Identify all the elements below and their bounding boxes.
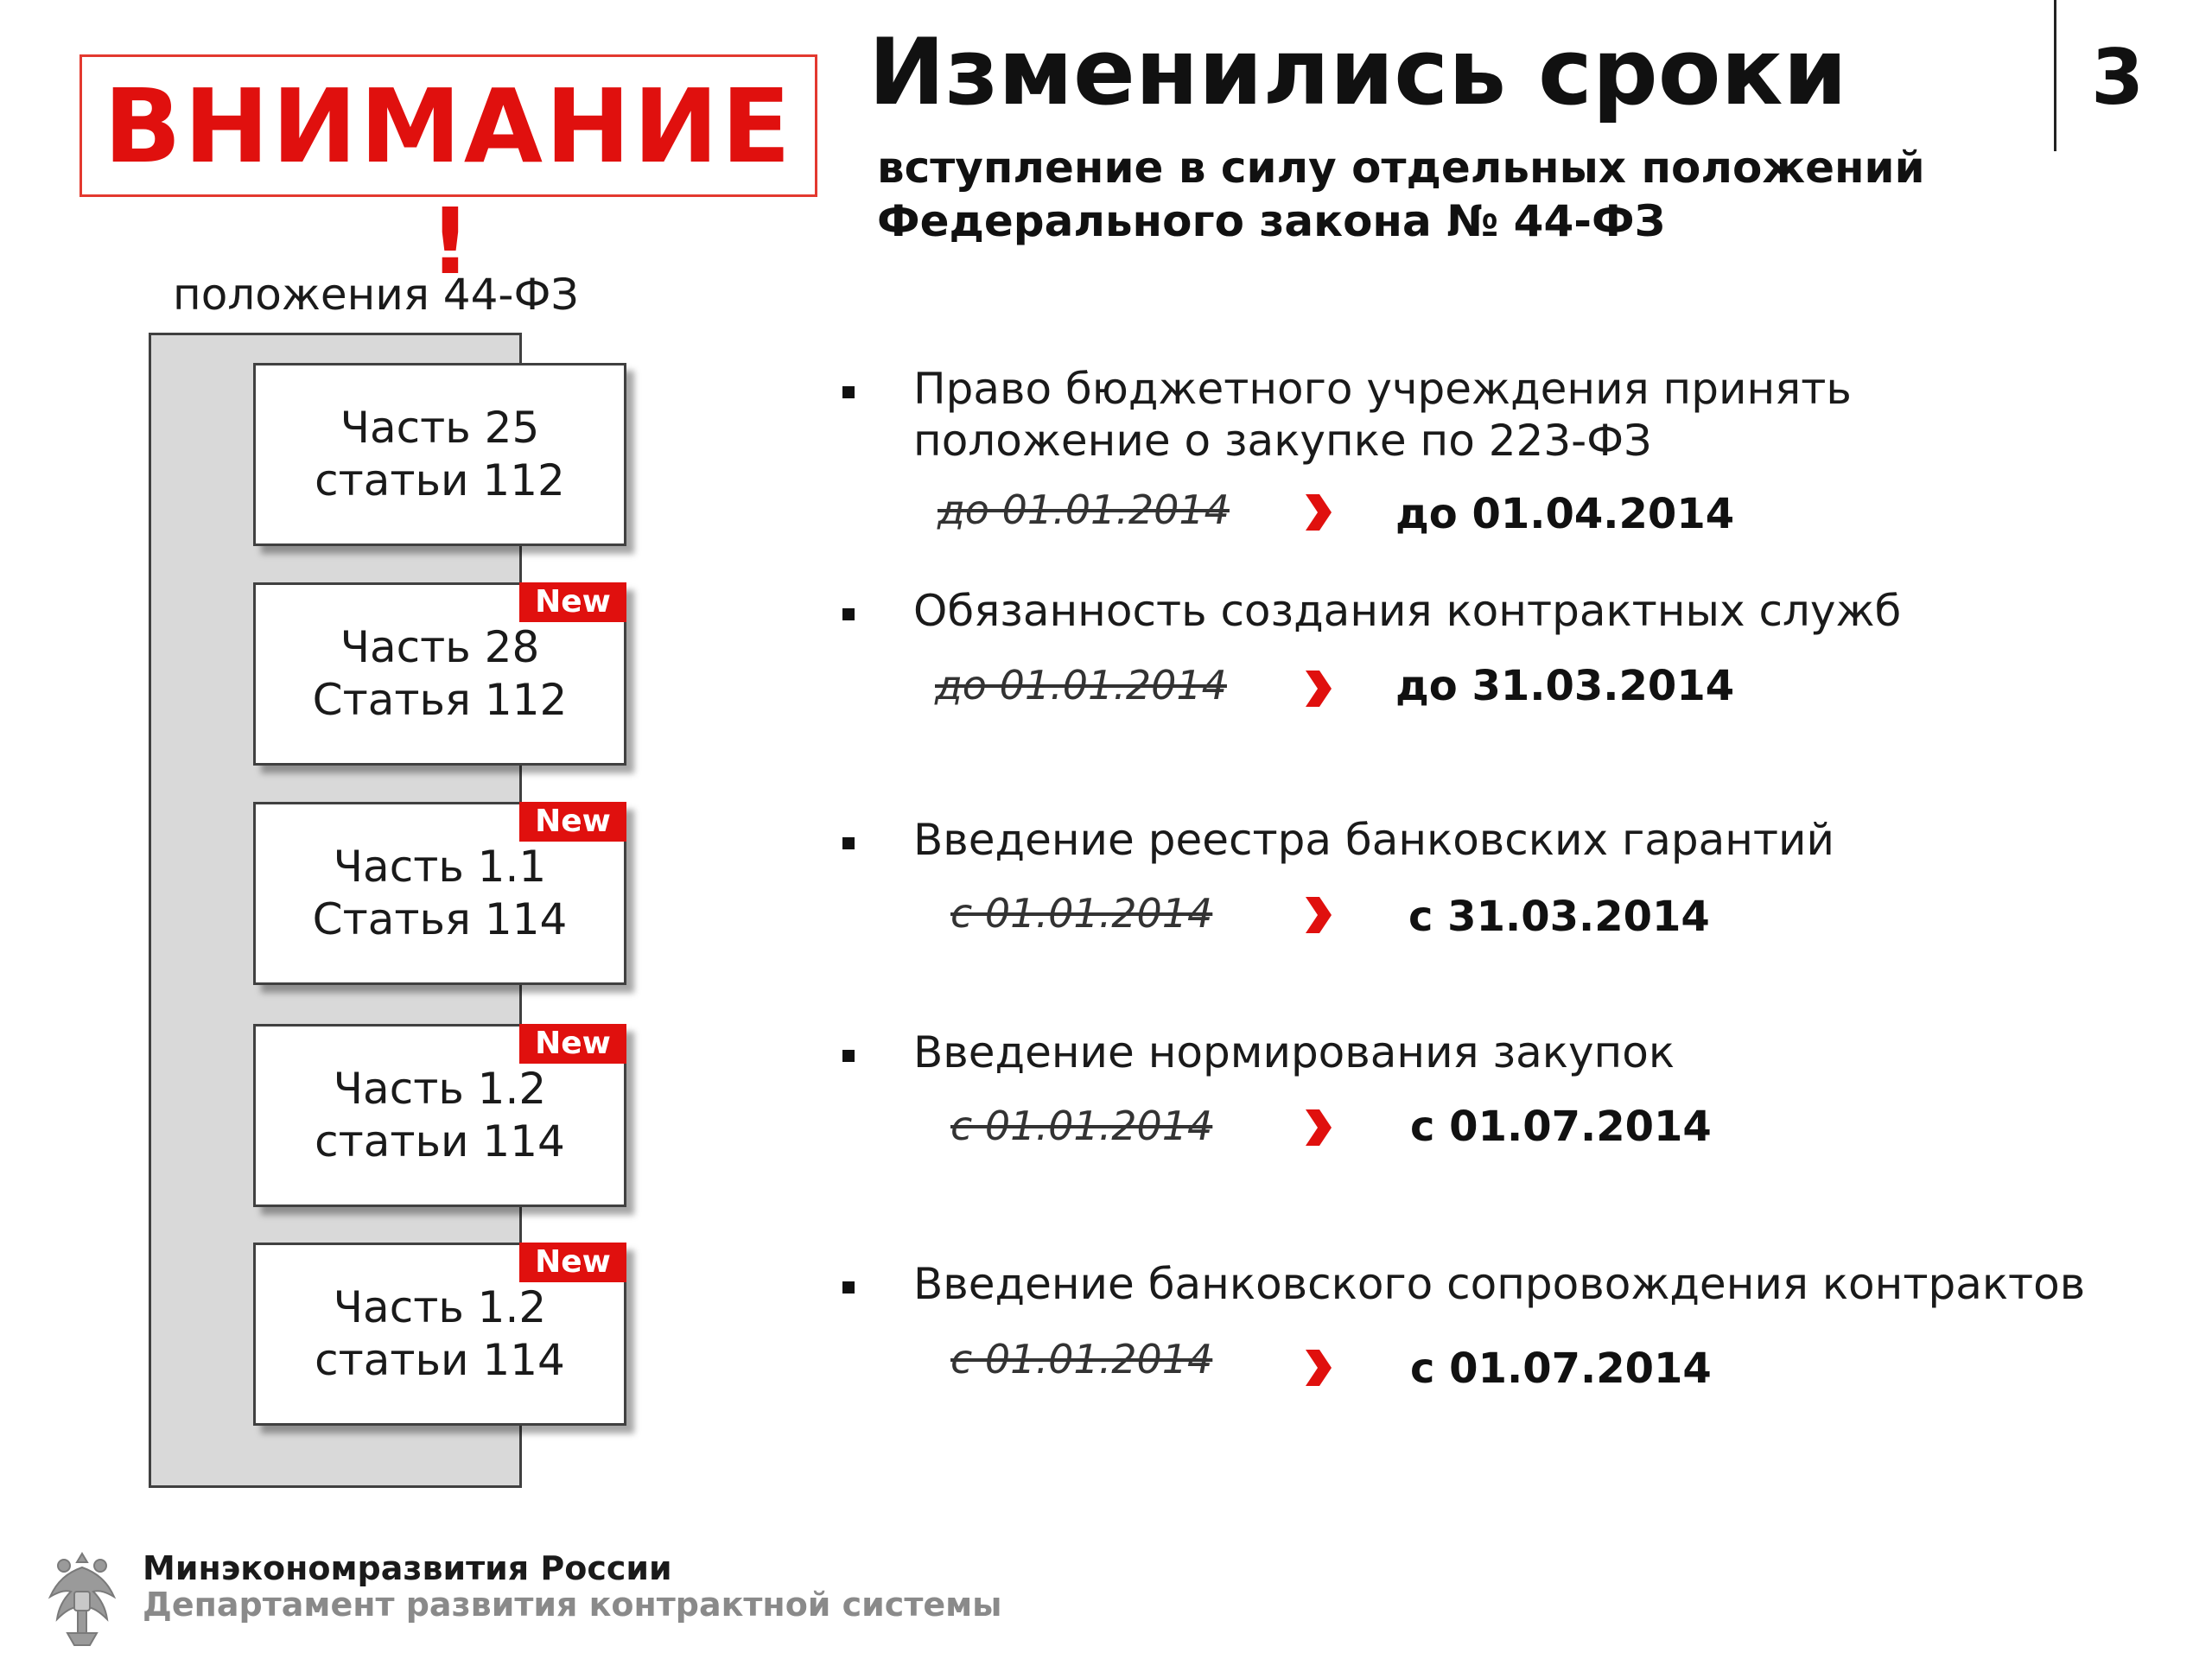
card-line: Часть 1.1 xyxy=(333,842,547,892)
new-date: с 01.07.2014 xyxy=(1410,1103,1712,1151)
org-name: Минэкономразвития России xyxy=(143,1549,672,1587)
chevron-right-icon xyxy=(1300,669,1335,709)
page-title: Изменились сроки xyxy=(868,19,1847,125)
card-line: Статья 114 xyxy=(312,894,568,944)
bullet-icon xyxy=(842,1281,855,1294)
new-date: до 31.03.2014 xyxy=(1395,662,1735,710)
subtitle-line: Федерального закона № 44-ФЗ xyxy=(877,196,1666,246)
card-line: Часть 1.2 xyxy=(333,1064,547,1114)
old-date: с 01.01.2014 xyxy=(950,1103,1213,1149)
card-line: Часть 1.2 xyxy=(333,1282,547,1332)
warning-label: ВНИМАНИЕ xyxy=(103,66,794,186)
item-text: Право бюджетного учреждения принять xyxy=(913,364,1852,414)
bullet-icon xyxy=(842,608,855,620)
title-divider xyxy=(2054,0,2056,151)
card-line: Часть 25 xyxy=(340,403,540,453)
group-label: положения 44-ФЗ xyxy=(173,270,579,320)
chevron-right-icon xyxy=(1300,493,1335,532)
provision-card xyxy=(253,1243,626,1426)
warning-box xyxy=(79,54,817,197)
new-date: с 01.07.2014 xyxy=(1410,1344,1712,1393)
org-department: Департамент развития контрактной системы xyxy=(143,1586,1002,1624)
new-date: до 01.04.2014 xyxy=(1395,490,1735,538)
chevron-right-icon xyxy=(1300,1348,1335,1388)
new-badge: New xyxy=(519,1243,626,1282)
old-date: с 01.01.2014 xyxy=(950,890,1213,937)
provision-card xyxy=(253,1024,626,1207)
page-subtitle xyxy=(877,141,1925,248)
card-line: статьи 114 xyxy=(315,1335,565,1385)
item-text: Введение нормирования закупок xyxy=(913,1027,1675,1077)
chevron-right-icon xyxy=(1300,1108,1335,1147)
bullet-icon xyxy=(842,1050,855,1062)
provision-card xyxy=(253,363,626,546)
item-text: Введение банковского сопровождения контрактов xyxy=(913,1259,2086,1309)
old-date: до 01.01.2014 xyxy=(938,486,1230,533)
bullet-icon xyxy=(842,386,855,398)
new-badge: New xyxy=(519,582,626,622)
item-text: Введение реестра банковских гарантий xyxy=(913,815,1835,865)
new-badge: New xyxy=(519,802,626,842)
bullet-icon xyxy=(842,837,855,849)
new-badge: New xyxy=(519,1024,626,1064)
old-date: с 01.01.2014 xyxy=(950,1336,1213,1382)
old-date: до 01.01.2014 xyxy=(935,662,1227,709)
card-line: статьи 114 xyxy=(315,1116,565,1166)
exclamation-mark: ! xyxy=(429,189,471,295)
card-line: Статья 112 xyxy=(312,675,568,725)
provision-card xyxy=(253,582,626,766)
new-date: с 31.03.2014 xyxy=(1408,893,1710,941)
card-line: статьи 112 xyxy=(315,455,565,505)
chevron-right-icon xyxy=(1300,895,1335,935)
card-line: Часть 28 xyxy=(340,622,540,672)
page-number: 3 xyxy=(2091,33,2145,122)
subtitle-line: вступление в силу отдельных положений xyxy=(877,143,1925,193)
item-text: Обязанность создания контрактных служб xyxy=(913,586,1902,636)
provision-card xyxy=(253,802,626,985)
coat-of-arms-icon xyxy=(33,1547,132,1650)
item-text: положение о закупке по 223-ФЗ xyxy=(913,416,1652,466)
